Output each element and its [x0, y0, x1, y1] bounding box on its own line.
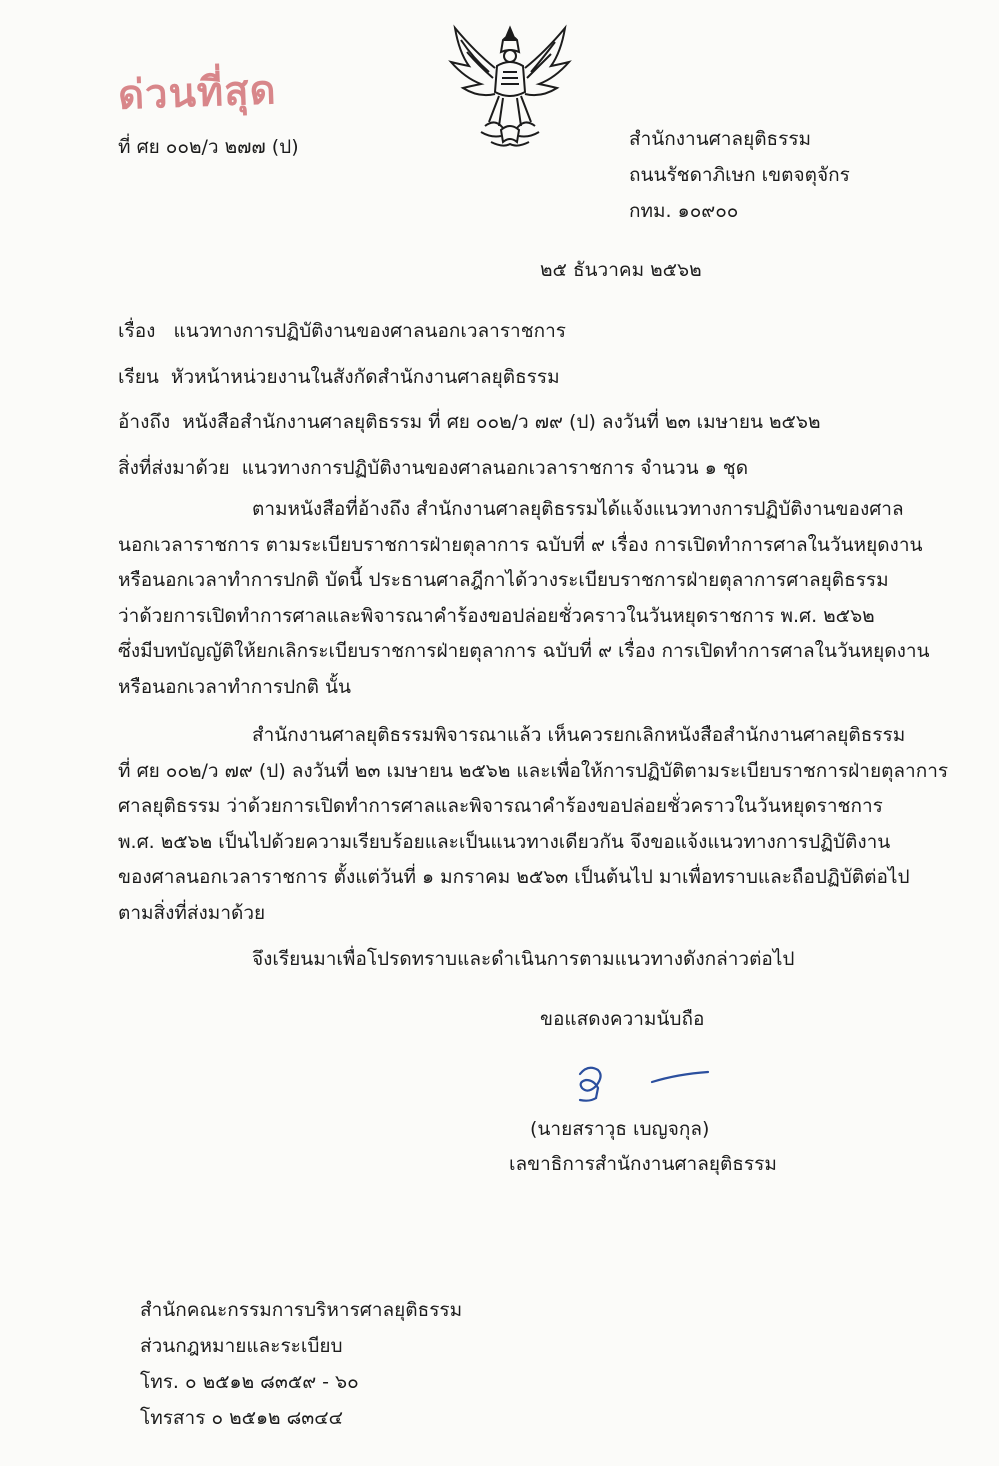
paragraph-1-line: ว่าด้วยการเปิดทำการศาลและพิจารณาคำร้องขอปล่อยชั่วคราวในวันหยุดราชการ พ.ศ. ๒๕๖๒: [118, 604, 875, 627]
body-paragraph-1: [118, 492, 934, 705]
paragraph-1-line: ตามหนังสือที่อ้างถึง สำนักงานศาลยุติธรรมได้แจ้งแนวทางการปฏิบัติงานของศาล: [252, 498, 904, 520]
sender-address-line-1: สำนักงานศาลยุติธรรม: [629, 128, 812, 150]
garuda-emblem-icon: [445, 22, 575, 150]
urgent-stamp: ด่วนที่สุด: [117, 66, 278, 119]
signatory-name: (นายสราวุธ เบญจกุล): [530, 1118, 710, 1140]
closing-request: จึงเรียนมาเพื่อโปรดทราบและดำเนินการตามแนวทางดังกล่าวต่อไป: [252, 948, 795, 970]
paragraph-2-line: ตามสิ่งที่ส่งมาด้วย: [118, 901, 266, 924]
paragraph-1-line: หรือนอกเวลาทำการปกติ บัดนี้ ประธานศาลฎีกาได้วางระเบียบราชการฝ่ายตุลาการศาลยุติธรรม: [118, 569, 889, 591]
reference-line: [118, 409, 821, 435]
letter-date: ๒๕ ธันวาคม ๒๕๖๒: [540, 259, 702, 281]
footer-office: สำนักคณะกรรมการบริหารศาลยุติธรรม: [140, 1299, 463, 1321]
paragraph-2-line: ที่ ศย ๐๐๒/ว ๗๙ (ป) ลงวันที่ ๒๓ เมษายน ๒๕๖๒ และเพื่อให้การปฏิบัติตามระเบียบราชการฝ่ายตุลาการ: [118, 759, 949, 782]
recipient-line: [118, 364, 560, 390]
paragraph-1-line: ซึ่งมีบทบัญญัติให้ยกเลิกระเบียบราชการฝ่ายตุลาการ ฉบับที่ ๙ เรื่อง การเปิดทำการศาลในวันหยุดงาน: [118, 640, 930, 662]
paragraph-2-line: ศาลยุติธรรม ว่าด้วยการเปิดทำการศาลและพิจารณาคำร้องขอปล่อยชั่วคราวในวันหยุดราชการ: [118, 795, 883, 817]
closing-salutation: ขอแสดงความนับถือ: [540, 1008, 705, 1030]
body-paragraph-2: [118, 718, 949, 931]
subject-line: [118, 318, 566, 344]
footer-phone: โทร. ๐ ๒๕๑๒ ๘๓๕๙ - ๖๐: [140, 1371, 359, 1393]
sender-address-line-2: ถนนรัชดาภิเษก เขตจตุจักร: [629, 164, 850, 186]
enclosure-text: แนวทางการปฏิบัติงานของศาลนอกเวลาราชการ จำนวน ๑ ชุด: [241, 457, 749, 479]
paragraph-2-line: สำนักงานศาลยุติธรรมพิจารณาแล้ว เห็นควรยกเลิกหนังสือสำนักงานศาลยุติธรรม: [252, 724, 906, 746]
reference-label: อ้างถึง: [118, 411, 171, 433]
paragraph-2-line: พ.ศ. ๒๕๖๒ เป็นไปด้วยความเรียบร้อยและเป็นแนวทางเดียวกัน จึงขอแจ้งแนวทางการปฏิบัติงาน: [118, 830, 891, 853]
paragraph-1-line: หรือนอกเวลาทำการปกติ นั้น: [118, 675, 352, 698]
recipient-text: หัวหน้าหน่วยงานในสังกัดสำนักงานศาลยุติธรรม: [170, 366, 560, 388]
subject-text: แนวทางการปฏิบัติงานของศาลนอกเวลาราชการ: [173, 320, 566, 342]
paragraph-1-line: นอกเวลาราชการ ตามระเบียบราชการฝ่ายตุลาการ ฉบับที่ ๙ เรื่อง การเปิดทำการศาลในวันหยุดงาน: [118, 533, 923, 556]
subject-label: เรื่อง: [118, 320, 156, 342]
enclosure-line: [118, 455, 748, 481]
footer-fax: โทรสาร ๐ ๒๕๑๒ ๘๓๔๔: [140, 1407, 344, 1429]
signature-icon: [568, 1056, 718, 1106]
paragraph-2-line: ของศาลนอกเวลาราชการ ตั้งแต่วันที่ ๑ มกราคม ๒๕๖๓ เป็นต้นไป มาเพื่อทราบและถือปฏิบัติต่อไป: [118, 866, 910, 888]
enclosure-label: สิ่งที่ส่งมาด้วย: [118, 457, 230, 479]
recipient-label: เรียน: [118, 366, 159, 388]
signatory-title: เลขาธิการสำนักงานศาลยุติธรรม: [509, 1153, 777, 1175]
sender-address-line-3: กทม. ๑๐๙๐๐: [629, 200, 739, 222]
reference-text: หนังสือสำนักงานศาลยุติธรรม ที่ ศย ๐๐๒/ว ๗๙ (ป) ลงวันที่ ๒๓ เมษายน ๒๕๖๒: [182, 411, 821, 433]
reference-number: ที่ ศย ๐๐๒/ว ๒๗๗ (ป): [118, 136, 299, 158]
footer-division: ส่วนกฎหมายและระเบียบ: [140, 1335, 343, 1357]
